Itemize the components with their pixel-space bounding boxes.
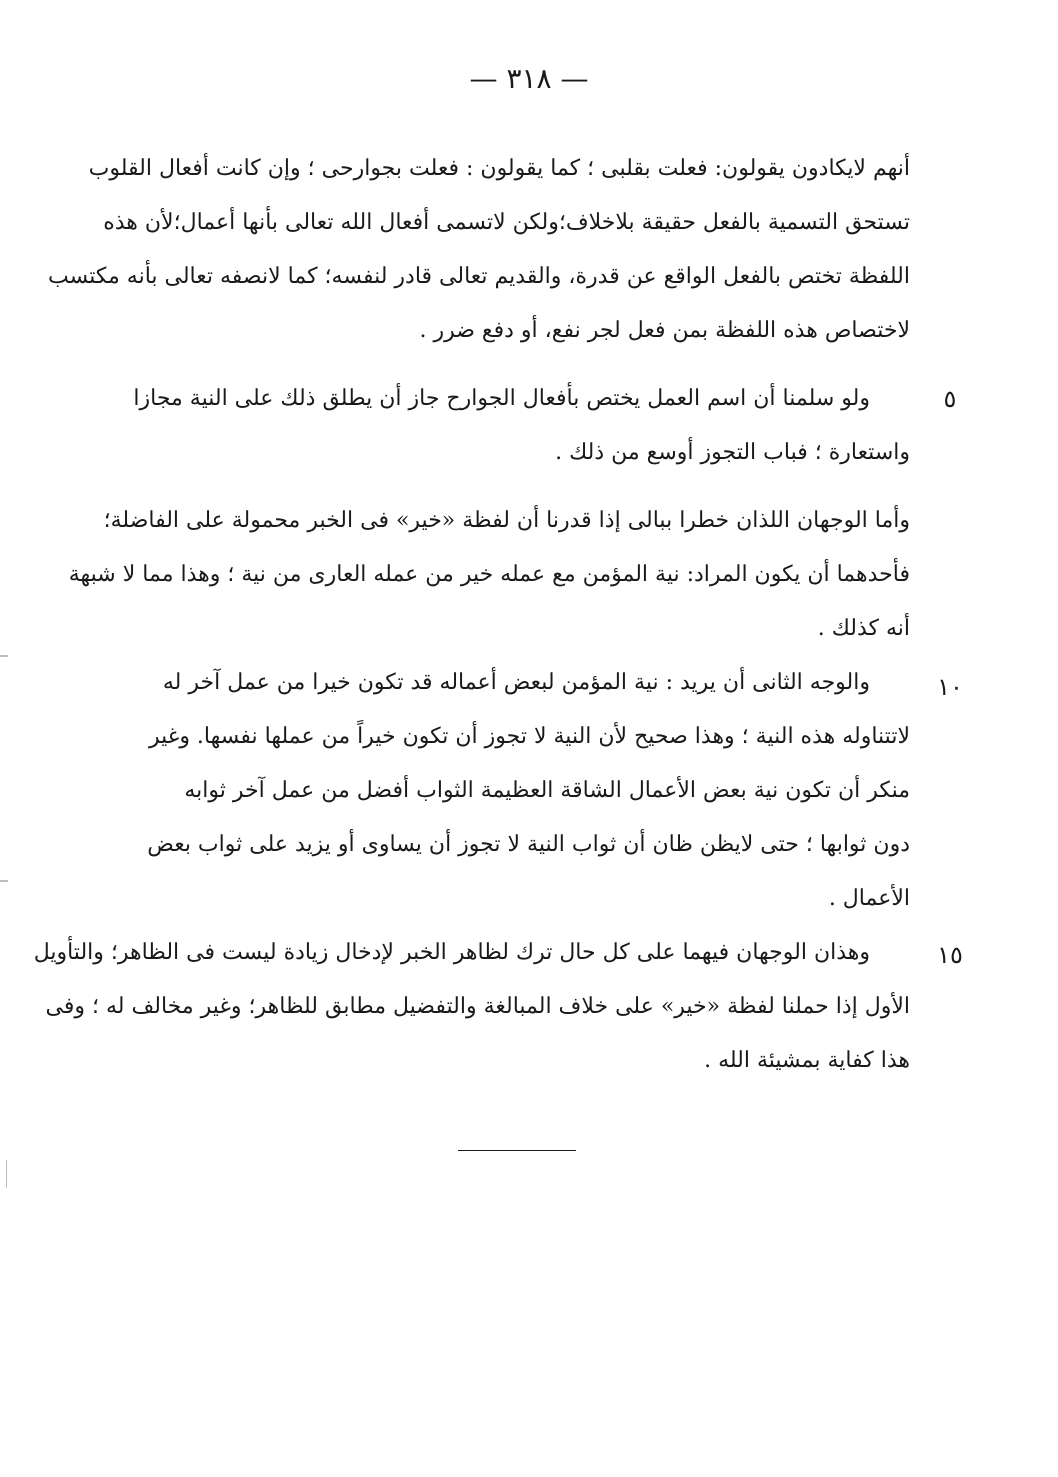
page-number: — ٣١٨ — [469,62,589,95]
line-number-marker: ٥ [943,385,957,413]
text-line: منكر أن تكون نية بعض الأعمال الشاقة العظيمة الثواب أفضل من عمل آخر ثوابه [184,778,910,803]
text-line: أنهم لايكادون يقولون: فعلت بقلبى ؛ كما يقولون : فعلت بجوارحى ؛ وإن كانت أفعال القلوب [88,156,910,181]
paragraph-3 [68,494,910,656]
text-line: الأعمال . [828,886,910,911]
text-line: وهذان الوجهان فيهما على كل حال ترك لظاهر الخبر لإدخال زيادة ليست فى الظاهر؛ والتأويل [33,940,870,965]
text-line: تستحق التسمية بالفعل حقيقة بلاخلاف؛ولكن لاتسمى أفعال الله تعالى بأنها أعمال؛لأن هذه [103,210,910,235]
text-line: أنه كذلك . [817,616,910,641]
text-line: وأما الوجهان اللذان خطرا ببالى إذا قدرنا أن لفظة «خير» فى الخبر محمولة على الفاضلة؛ [103,508,910,533]
line-number-marker: ١٥ [937,941,963,969]
scan-artifact [0,655,8,657]
text-line: لاختصاص هذه اللفظة بمن فعل لجر نفع، أو دفع ضرر . [419,318,910,343]
text-line: دون ثوابها ؛ حتى لايظن ظان أن ثواب النية لا تجوز أن يساوى أو يزيد على ثواب بعض [147,832,910,857]
line-number-marker: ١٠ [937,673,963,701]
text-line: ولو سلمنا أن اسم العمل يختص بأفعال الجوارح جاز أن يطلق ذلك على النية مجازا [133,386,870,411]
text-line: اللفظة تختص بالفعل الواقع عن قدرة، والقديم تعالى قادر لنفسه؛ كما لانصفه تعالى بأنه مكتسب [47,264,910,289]
text-line: فأحدهما أن يكون المراد: نية المؤمن مع عمله خير من عمله العارى من نية ؛ وهذا مما لا شبهة [68,562,910,587]
text-line: والوجه الثانى أن يريد : نية المؤمن لبعض أعماله قد تكون خيرا من عمل آخر له [162,670,870,695]
text-line: الأول إذا حملنا لفظة «خير» على خلاف المبالغة والتفضيل مطابق للظاهر؛ وغير مخالف له ؛ وفى [45,994,910,1019]
paragraph-5 [33,926,910,1088]
text-line: واستعارة ؛ فباب التجوز أوسع من ذلك . [555,440,910,465]
paragraph-2 [133,372,910,480]
text-line: لاتتناوله هذه النية ؛ وهذا صحيح لأن النية لا تجوز أن تكون خيراً من عملها نفسها. وغير [149,724,910,749]
text-line: هذا كفاية بمشيئة الله . [704,1048,910,1073]
end-rule [458,1150,576,1151]
scan-artifact [6,1160,7,1188]
scan-artifact [0,880,8,882]
paragraph-4 [147,656,910,926]
paragraph-1 [47,142,910,358]
